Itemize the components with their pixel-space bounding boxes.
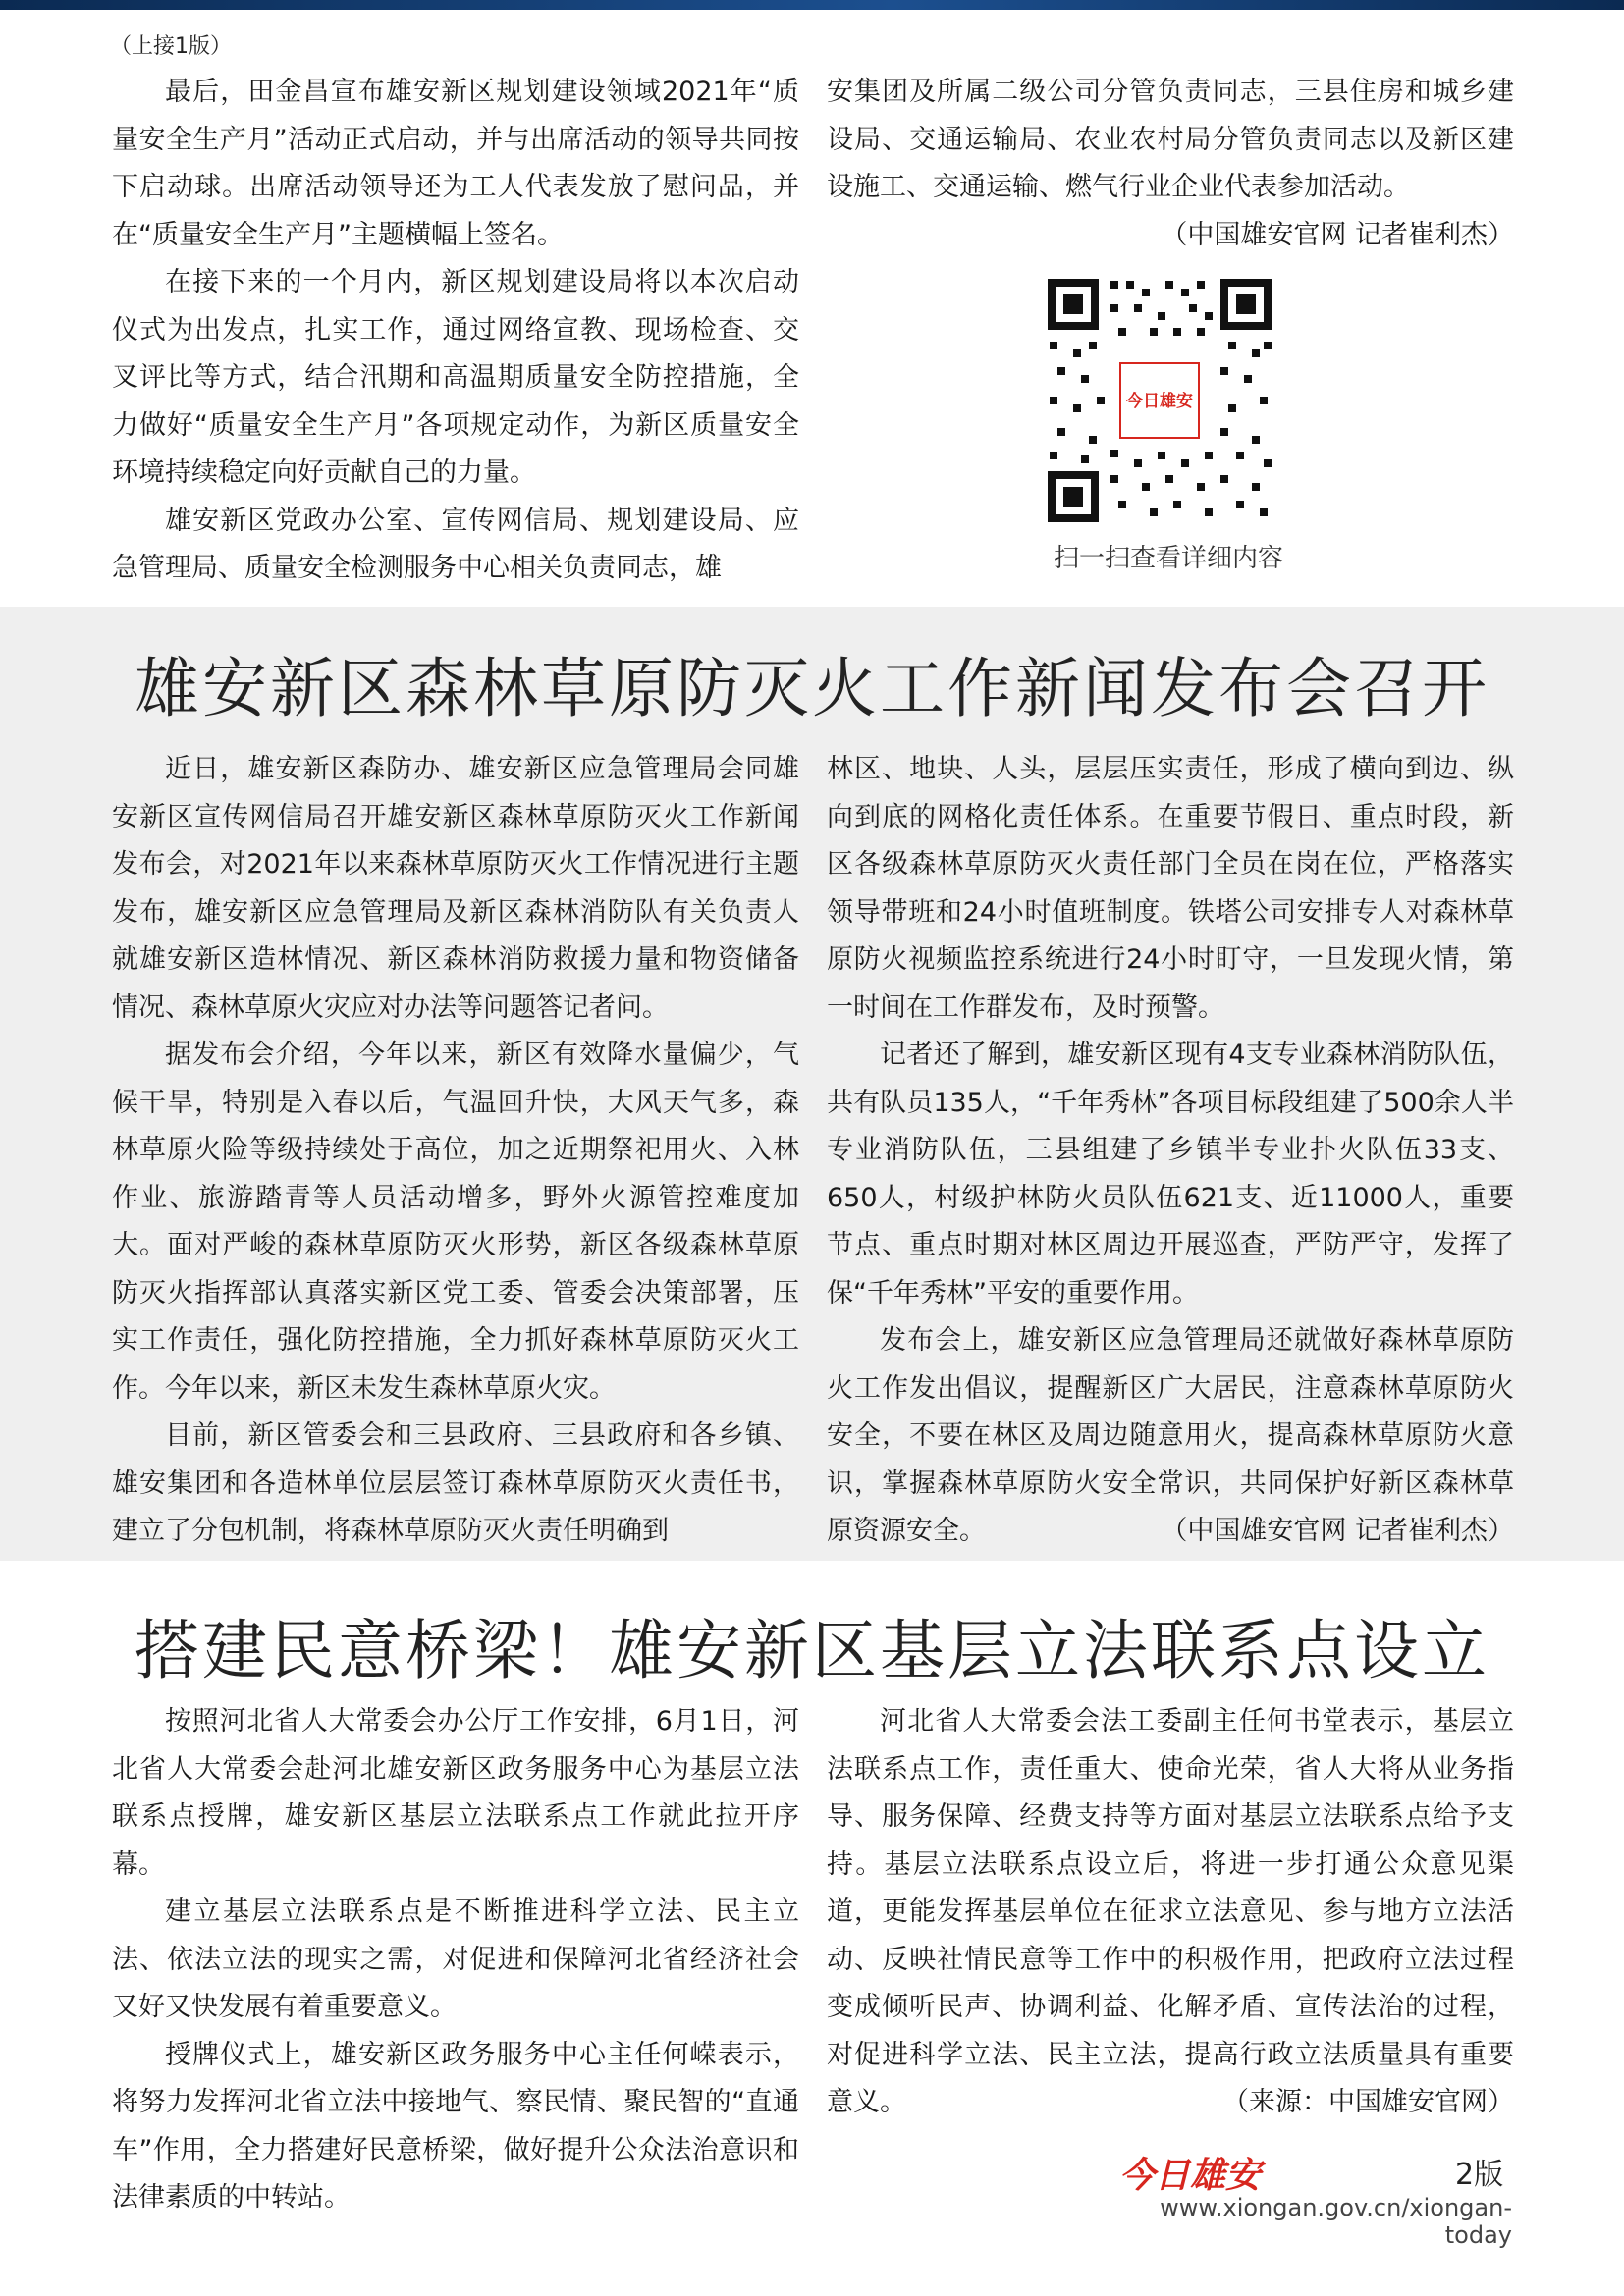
paragraph: 据发布会介绍，今年以来，新区有效降水量偏少，气候干旱，特别是入春以后，气温回升快，大风天气多，森林草原火险等级持续处于高位，加之近期祭祀用火、入林作业、旅游踏青等人员活动增多，野外火源管控难度加大。面对严峻的森林草原防灭火形势，新区各级森林草原防灭火指挥部认真落实新区党工委、管委会决策部署，压实工作责任，强化防控措施，全力抓好森林草原防灭火工作。今年以来，新区未发生森林草原火灾。 <box>112 1040 799 1404</box>
qr-logo-text: 今日雄安 <box>1126 392 1193 411</box>
section1-right-column <box>827 69 1514 259</box>
section3-right-column <box>827 1698 1514 2127</box>
section2-left-column <box>112 746 799 1556</box>
paragraph <box>827 1698 1514 2127</box>
paragraph: 记者还了解到，雄安新区现有4支专业森林消防队伍，共有队员135人，“千年秀林”各项目标段组建了500余人半专业消防队伍，三县组建了乡镇半专业扑火队伍33支、650人，村级护林防火员队伍621支、近11000人，重要节点、重点时期对林区周边开展巡查，严防严守，发挥了保“千年秀林”平安的重要作用。 <box>827 1040 1514 1308</box>
paragraph-text: 河北省人大常委会法工委副主任何书堂表示，基层立法联系点工作，责任重大、使命光荣，省人大将从业务指导、服务保障、经费支持等方面对基层立法联系点给予支持。基层立法联系点设立后，将进一步打通公众意见渠道，更能发挥基层单位在征求立法意见、参与地方立法活动、反映社情民意等工作中的积极作用，把政府立法过程变成倾听民声、协调利益、化解矛盾、宣传法治的过程，对促进科学立法、民主立法，提高行政立法质量具有重要意义。 <box>827 1706 1514 2117</box>
paragraph: 雄安新区党政办公室、宣传网信局、规划建设局、应急管理局、质量安全检测服务中心相关负责同志，雄 <box>112 505 799 583</box>
footer-logo: 今日雄安 <box>1119 2155 1262 2196</box>
section2-right-column <box>827 746 1514 1556</box>
qr-code[interactable] <box>1042 273 1277 528</box>
top-accent-bar <box>0 0 1624 10</box>
section3-headline: 搭建民意桥梁！雄安新区基层立法联系点设立 <box>135 1613 1489 1688</box>
section1-left-column <box>112 69 799 593</box>
footer-url[interactable]: www.xiongan.gov.cn/xiongan-today <box>1160 2194 1512 2249</box>
paragraph: 最后，田金昌宣布雄安新区规划建设领域2021年“质量安全生产月”活动正式启动，并与出席活动的领导共同按下启动球。出席活动领导还为工人代表发放了慰问品，并在“质量安全生产月”主题横幅上签名。 <box>112 77 799 250</box>
paragraph: 在接下来的一个月内，新区规划建设局将以本次启动仪式为出发点，扎实工作，通过网络宣教、现场检查、交叉评比等方式，结合汛期和高温期质量安全防控措施，全力做好“质量安全生产月”各项规定动作，为新区质量安全环境持续稳定向好贡献自己的力量。 <box>112 267 799 488</box>
qr-caption: 扫一扫查看详细内容 <box>1053 544 1283 573</box>
paragraph: 按照河北省人大常委会办公厅工作安排，6月1日，河北省人大常委会赴河北雄安新区政务服务中心为基层立法联系点授牌，雄安新区基层立法联系点工作就此拉开序幕。 <box>112 1706 799 1880</box>
paragraph-text: 发布会上，雄安新区应急管理局还就做好森林草原防火工作发出倡议，提醒新区广大居民，注意森林草原防火安全，不要在林区及周边随意用火，提高森林草原防火意识，掌握森林草原防火安全常识，共同保护好新区森林草原资源安全。 <box>827 1325 1514 1546</box>
paragraph: 授牌仪式上，雄安新区政务服务中心主任何嵘表示，将努力发挥河北省立法中接地气、察民情、聚民智的“直通车”作用，全力搭建好民意桥梁，做好提升公众法治意识和法律素质的中转站。 <box>112 2039 799 2213</box>
paragraph: 目前，新区管委会和三县政府、三县政府和各乡镇、雄安集团和各造林单位层层签订森林草原防灭火责任书，建立了分包机制，将森林草原防灭火责任明确到 <box>112 1420 799 1546</box>
paragraph: 建立基层立法联系点是不断推进科学立法、民主立法、依法立法的现实之需，对促进和保障河北省经济社会又好又快发展有着重要意义。 <box>112 1896 799 2022</box>
paragraph: 林区、地块、人头，层层压实责任，形成了横向到边、纵向到底的网格化责任体系。在重要节假日、重点时段，新区各级森林草原防灭火责任部门全员在岗在位，严格落实领导带班和24小时值班制度。铁塔公司安排专人对森林草原防火视频监控系统进行24小时盯守，一旦发现火情，第一时间在工作群发布，及时预警。 <box>827 754 1514 1023</box>
paragraph <box>827 1317 1514 1556</box>
section3-left-column <box>112 1698 799 2222</box>
paragraph: 安集团及所属二级公司分管负责同志，三县住房和城乡建设局、交通运输局、农业农村局分管负责同志以及新区建设施工、交通运输、燃气行业企业代表参加活动。 <box>827 77 1514 202</box>
continued-note: （上接1版） <box>110 34 232 59</box>
page-number: 2版 <box>1455 2158 1504 2192</box>
byline: （中国雄安官网 记者崔利杰） <box>1161 219 1514 250</box>
paragraph: 近日，雄安新区森防办、雄安新区应急管理局会同雄安新区宣传网信局召开雄安新区森林草原防灭火工作新闻发布会，对2021年以来森林草原防灭火工作情况进行主题发布，雄安新区应急管理局及新区森林消防队有关负责人就雄安新区造林情况、新区森林消防救援力量和物资储备情况、森林草原火灾应对办法等问题答记者问。 <box>112 754 799 1023</box>
byline: （中国雄安官网 记者崔利杰） <box>1161 1516 1514 1546</box>
section2-headline: 雄安新区森林草原防灭火工作新闻发布会召开 <box>135 651 1489 726</box>
byline: （来源：中国雄安官网） <box>1222 2087 1514 2117</box>
